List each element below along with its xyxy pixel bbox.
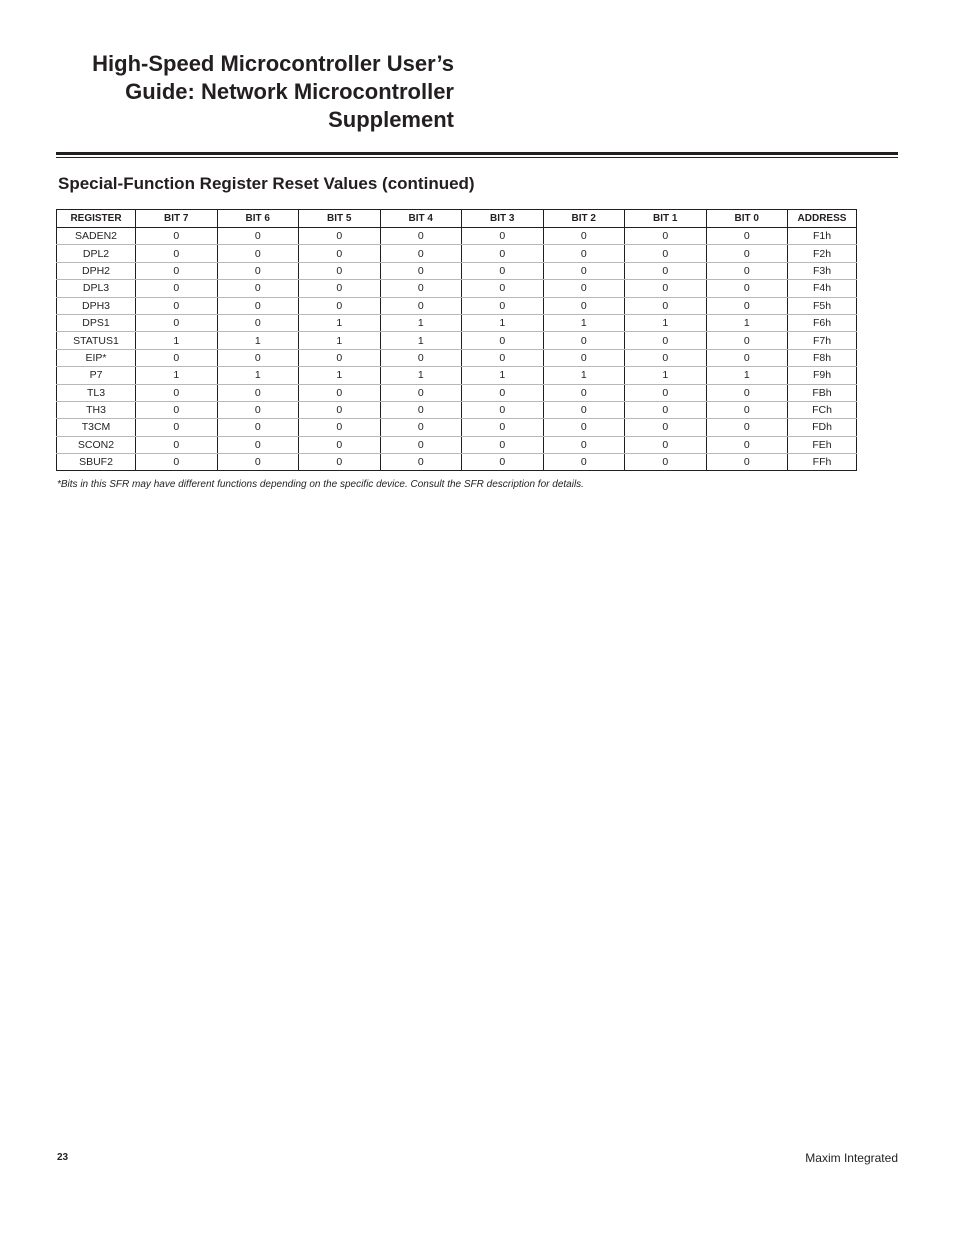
address-cell: FFh (788, 454, 857, 471)
bit-value-cell: 0 (706, 436, 788, 453)
register-name-cell: SCON2 (57, 436, 136, 453)
bit-value-cell: 0 (299, 280, 381, 297)
table-row (57, 245, 857, 262)
bit-value-cell: 1 (462, 314, 544, 331)
bit-value-cell: 1 (380, 314, 462, 331)
address-cell: F4h (788, 280, 857, 297)
column-header: ADDRESS (788, 210, 857, 228)
bit-value-cell: 0 (299, 297, 381, 314)
address-cell: F3h (788, 262, 857, 279)
register-name-cell: DPH3 (57, 297, 136, 314)
table-row (57, 384, 857, 401)
table-row (57, 280, 857, 297)
document-title-line-2: Guide: Network Microcontroller (125, 79, 454, 104)
table-row (57, 436, 857, 453)
bit-value-cell: 0 (136, 245, 218, 262)
bit-value-cell: 0 (462, 332, 544, 349)
bit-value-cell: 0 (462, 280, 544, 297)
address-cell: F2h (788, 245, 857, 262)
table-row (57, 419, 857, 436)
bit-value-cell: 0 (706, 228, 788, 245)
bit-value-cell: 0 (625, 349, 707, 366)
bit-value-cell: 0 (543, 245, 625, 262)
bit-value-cell: 0 (462, 297, 544, 314)
address-cell: FCh (788, 401, 857, 418)
page-number: 23 (57, 1152, 69, 1163)
bit-value-cell: 0 (625, 436, 707, 453)
bit-value-cell: 1 (136, 332, 218, 349)
bit-value-cell: 0 (217, 384, 299, 401)
bit-value-cell: 0 (706, 454, 788, 471)
address-cell: F6h (788, 314, 857, 331)
bit-value-cell: 1 (543, 314, 625, 331)
bit-value-cell: 0 (543, 419, 625, 436)
bit-value-cell: 0 (543, 228, 625, 245)
bit-value-cell: 0 (706, 245, 788, 262)
bit-value-cell: 0 (625, 228, 707, 245)
table-header (57, 210, 857, 228)
column-header: REGISTER (57, 210, 136, 228)
bit-value-cell: 1 (380, 367, 462, 384)
bit-value-cell: 1 (706, 314, 788, 331)
document-title (60, 50, 454, 134)
column-header: BIT 1 (625, 210, 707, 228)
register-name-cell: DPL3 (57, 280, 136, 297)
bit-value-cell: 0 (217, 401, 299, 418)
bit-value-cell: 0 (380, 262, 462, 279)
bit-value-cell: 0 (299, 384, 381, 401)
register-name-cell: P7 (57, 367, 136, 384)
register-name-cell: DPS1 (57, 314, 136, 331)
bit-value-cell: 0 (625, 332, 707, 349)
address-cell: F7h (788, 332, 857, 349)
sfr-reset-values-table (56, 209, 857, 471)
bit-value-cell: 0 (380, 384, 462, 401)
bit-value-cell: 1 (299, 314, 381, 331)
bit-value-cell: 0 (462, 401, 544, 418)
bit-value-cell: 0 (299, 436, 381, 453)
bit-value-cell: 0 (706, 332, 788, 349)
document-title-line-1: High-Speed Microcontroller User’s (92, 51, 454, 76)
bit-value-cell: 0 (706, 262, 788, 279)
table-row (57, 314, 857, 331)
register-name-cell: DPL2 (57, 245, 136, 262)
bit-value-cell: 0 (625, 419, 707, 436)
register-name-cell: DPH2 (57, 262, 136, 279)
address-cell: F9h (788, 367, 857, 384)
bit-value-cell: 0 (543, 332, 625, 349)
table-body (57, 228, 857, 471)
table-row (57, 454, 857, 471)
header-divider-thin (56, 157, 898, 158)
bit-value-cell: 1 (625, 367, 707, 384)
bit-value-cell: 0 (217, 419, 299, 436)
bit-value-cell: 1 (543, 367, 625, 384)
bit-value-cell: 0 (136, 280, 218, 297)
bit-value-cell: 0 (136, 436, 218, 453)
bit-value-cell: 0 (136, 384, 218, 401)
bit-value-cell: 0 (299, 245, 381, 262)
column-header: BIT 6 (217, 210, 299, 228)
bit-value-cell: 0 (462, 436, 544, 453)
table-row (57, 367, 857, 384)
bit-value-cell: 0 (462, 228, 544, 245)
bit-value-cell: 1 (217, 332, 299, 349)
bit-value-cell: 0 (299, 419, 381, 436)
table-row (57, 297, 857, 314)
bit-value-cell: 0 (136, 454, 218, 471)
address-cell: F8h (788, 349, 857, 366)
bit-value-cell: 0 (136, 419, 218, 436)
column-header: BIT 2 (543, 210, 625, 228)
bit-value-cell: 0 (299, 228, 381, 245)
bit-value-cell: 0 (136, 297, 218, 314)
table-row (57, 332, 857, 349)
bit-value-cell: 0 (217, 262, 299, 279)
bit-value-cell: 0 (299, 401, 381, 418)
header-divider-thick (56, 152, 898, 155)
bit-value-cell: 0 (380, 297, 462, 314)
bit-value-cell: 0 (462, 384, 544, 401)
bit-value-cell: 0 (217, 436, 299, 453)
bit-value-cell: 0 (299, 454, 381, 471)
table-row (57, 401, 857, 418)
register-name-cell: STATUS1 (57, 332, 136, 349)
bit-value-cell: 0 (217, 314, 299, 331)
table-header-row (57, 210, 857, 228)
bit-value-cell: 0 (217, 245, 299, 262)
bit-value-cell: 0 (380, 228, 462, 245)
table-row (57, 228, 857, 245)
bit-value-cell: 0 (543, 384, 625, 401)
bit-value-cell: 0 (380, 401, 462, 418)
bit-value-cell: 0 (136, 228, 218, 245)
bit-value-cell: 1 (380, 332, 462, 349)
column-header: BIT 7 (136, 210, 218, 228)
bit-value-cell: 0 (136, 314, 218, 331)
bit-value-cell: 0 (380, 454, 462, 471)
column-header: BIT 3 (462, 210, 544, 228)
section-heading: Special-Function Register Reset Values (continued) (58, 174, 475, 193)
bit-value-cell: 0 (543, 436, 625, 453)
bit-value-cell: 1 (462, 367, 544, 384)
bit-value-cell: 0 (299, 262, 381, 279)
bit-value-cell: 0 (380, 436, 462, 453)
bit-value-cell: 0 (706, 349, 788, 366)
bit-value-cell: 0 (706, 280, 788, 297)
table-row (57, 262, 857, 279)
bit-value-cell: 1 (299, 332, 381, 349)
bit-value-cell: 1 (625, 314, 707, 331)
document-title-line-3: Supplement (328, 107, 454, 132)
column-header: BIT 0 (706, 210, 788, 228)
bit-value-cell: 1 (299, 367, 381, 384)
bit-value-cell: 0 (543, 280, 625, 297)
bit-value-cell: 0 (380, 349, 462, 366)
bit-value-cell: 0 (136, 262, 218, 279)
bit-value-cell: 0 (380, 419, 462, 436)
register-name-cell: EIP* (57, 349, 136, 366)
company-name: Maxim Integrated (805, 1151, 898, 1165)
bit-value-cell: 0 (625, 245, 707, 262)
bit-value-cell: 0 (462, 349, 544, 366)
register-name-cell: SADEN2 (57, 228, 136, 245)
bit-value-cell: 0 (462, 262, 544, 279)
bit-value-cell: 0 (217, 454, 299, 471)
bit-value-cell: 0 (462, 245, 544, 262)
bit-value-cell: 0 (625, 454, 707, 471)
bit-value-cell: 0 (706, 297, 788, 314)
bit-value-cell: 0 (217, 297, 299, 314)
address-cell: FEh (788, 436, 857, 453)
bit-value-cell: 0 (299, 349, 381, 366)
bit-value-cell: 0 (706, 401, 788, 418)
bit-value-cell: 0 (543, 262, 625, 279)
table-footnote: *Bits in this SFR may have different functions depending on the specific device. Consult the SFR description for details. (57, 479, 584, 490)
bit-value-cell: 0 (380, 245, 462, 262)
bit-value-cell: 0 (217, 228, 299, 245)
bit-value-cell: 1 (136, 367, 218, 384)
column-header: BIT 5 (299, 210, 381, 228)
bit-value-cell: 0 (543, 454, 625, 471)
bit-value-cell: 0 (706, 384, 788, 401)
bit-value-cell: 0 (380, 280, 462, 297)
column-header: BIT 4 (380, 210, 462, 228)
address-cell: FDh (788, 419, 857, 436)
bit-value-cell: 0 (625, 280, 707, 297)
address-cell: F5h (788, 297, 857, 314)
bit-value-cell: 0 (136, 349, 218, 366)
bit-value-cell: 0 (136, 401, 218, 418)
bit-value-cell: 0 (217, 280, 299, 297)
bit-value-cell: 0 (625, 297, 707, 314)
bit-value-cell: 0 (462, 419, 544, 436)
register-name-cell: T3CM (57, 419, 136, 436)
bit-value-cell: 0 (543, 297, 625, 314)
bit-value-cell: 1 (217, 367, 299, 384)
address-cell: FBh (788, 384, 857, 401)
bit-value-cell: 0 (543, 349, 625, 366)
register-name-cell: TH3 (57, 401, 136, 418)
bit-value-cell: 0 (462, 454, 544, 471)
address-cell: F1h (788, 228, 857, 245)
register-name-cell: SBUF2 (57, 454, 136, 471)
bit-value-cell: 0 (625, 262, 707, 279)
bit-value-cell: 0 (625, 384, 707, 401)
bit-value-cell: 0 (543, 401, 625, 418)
bit-value-cell: 1 (706, 367, 788, 384)
bit-value-cell: 0 (706, 419, 788, 436)
register-name-cell: TL3 (57, 384, 136, 401)
bit-value-cell: 0 (625, 401, 707, 418)
table-row (57, 349, 857, 366)
bit-value-cell: 0 (217, 349, 299, 366)
